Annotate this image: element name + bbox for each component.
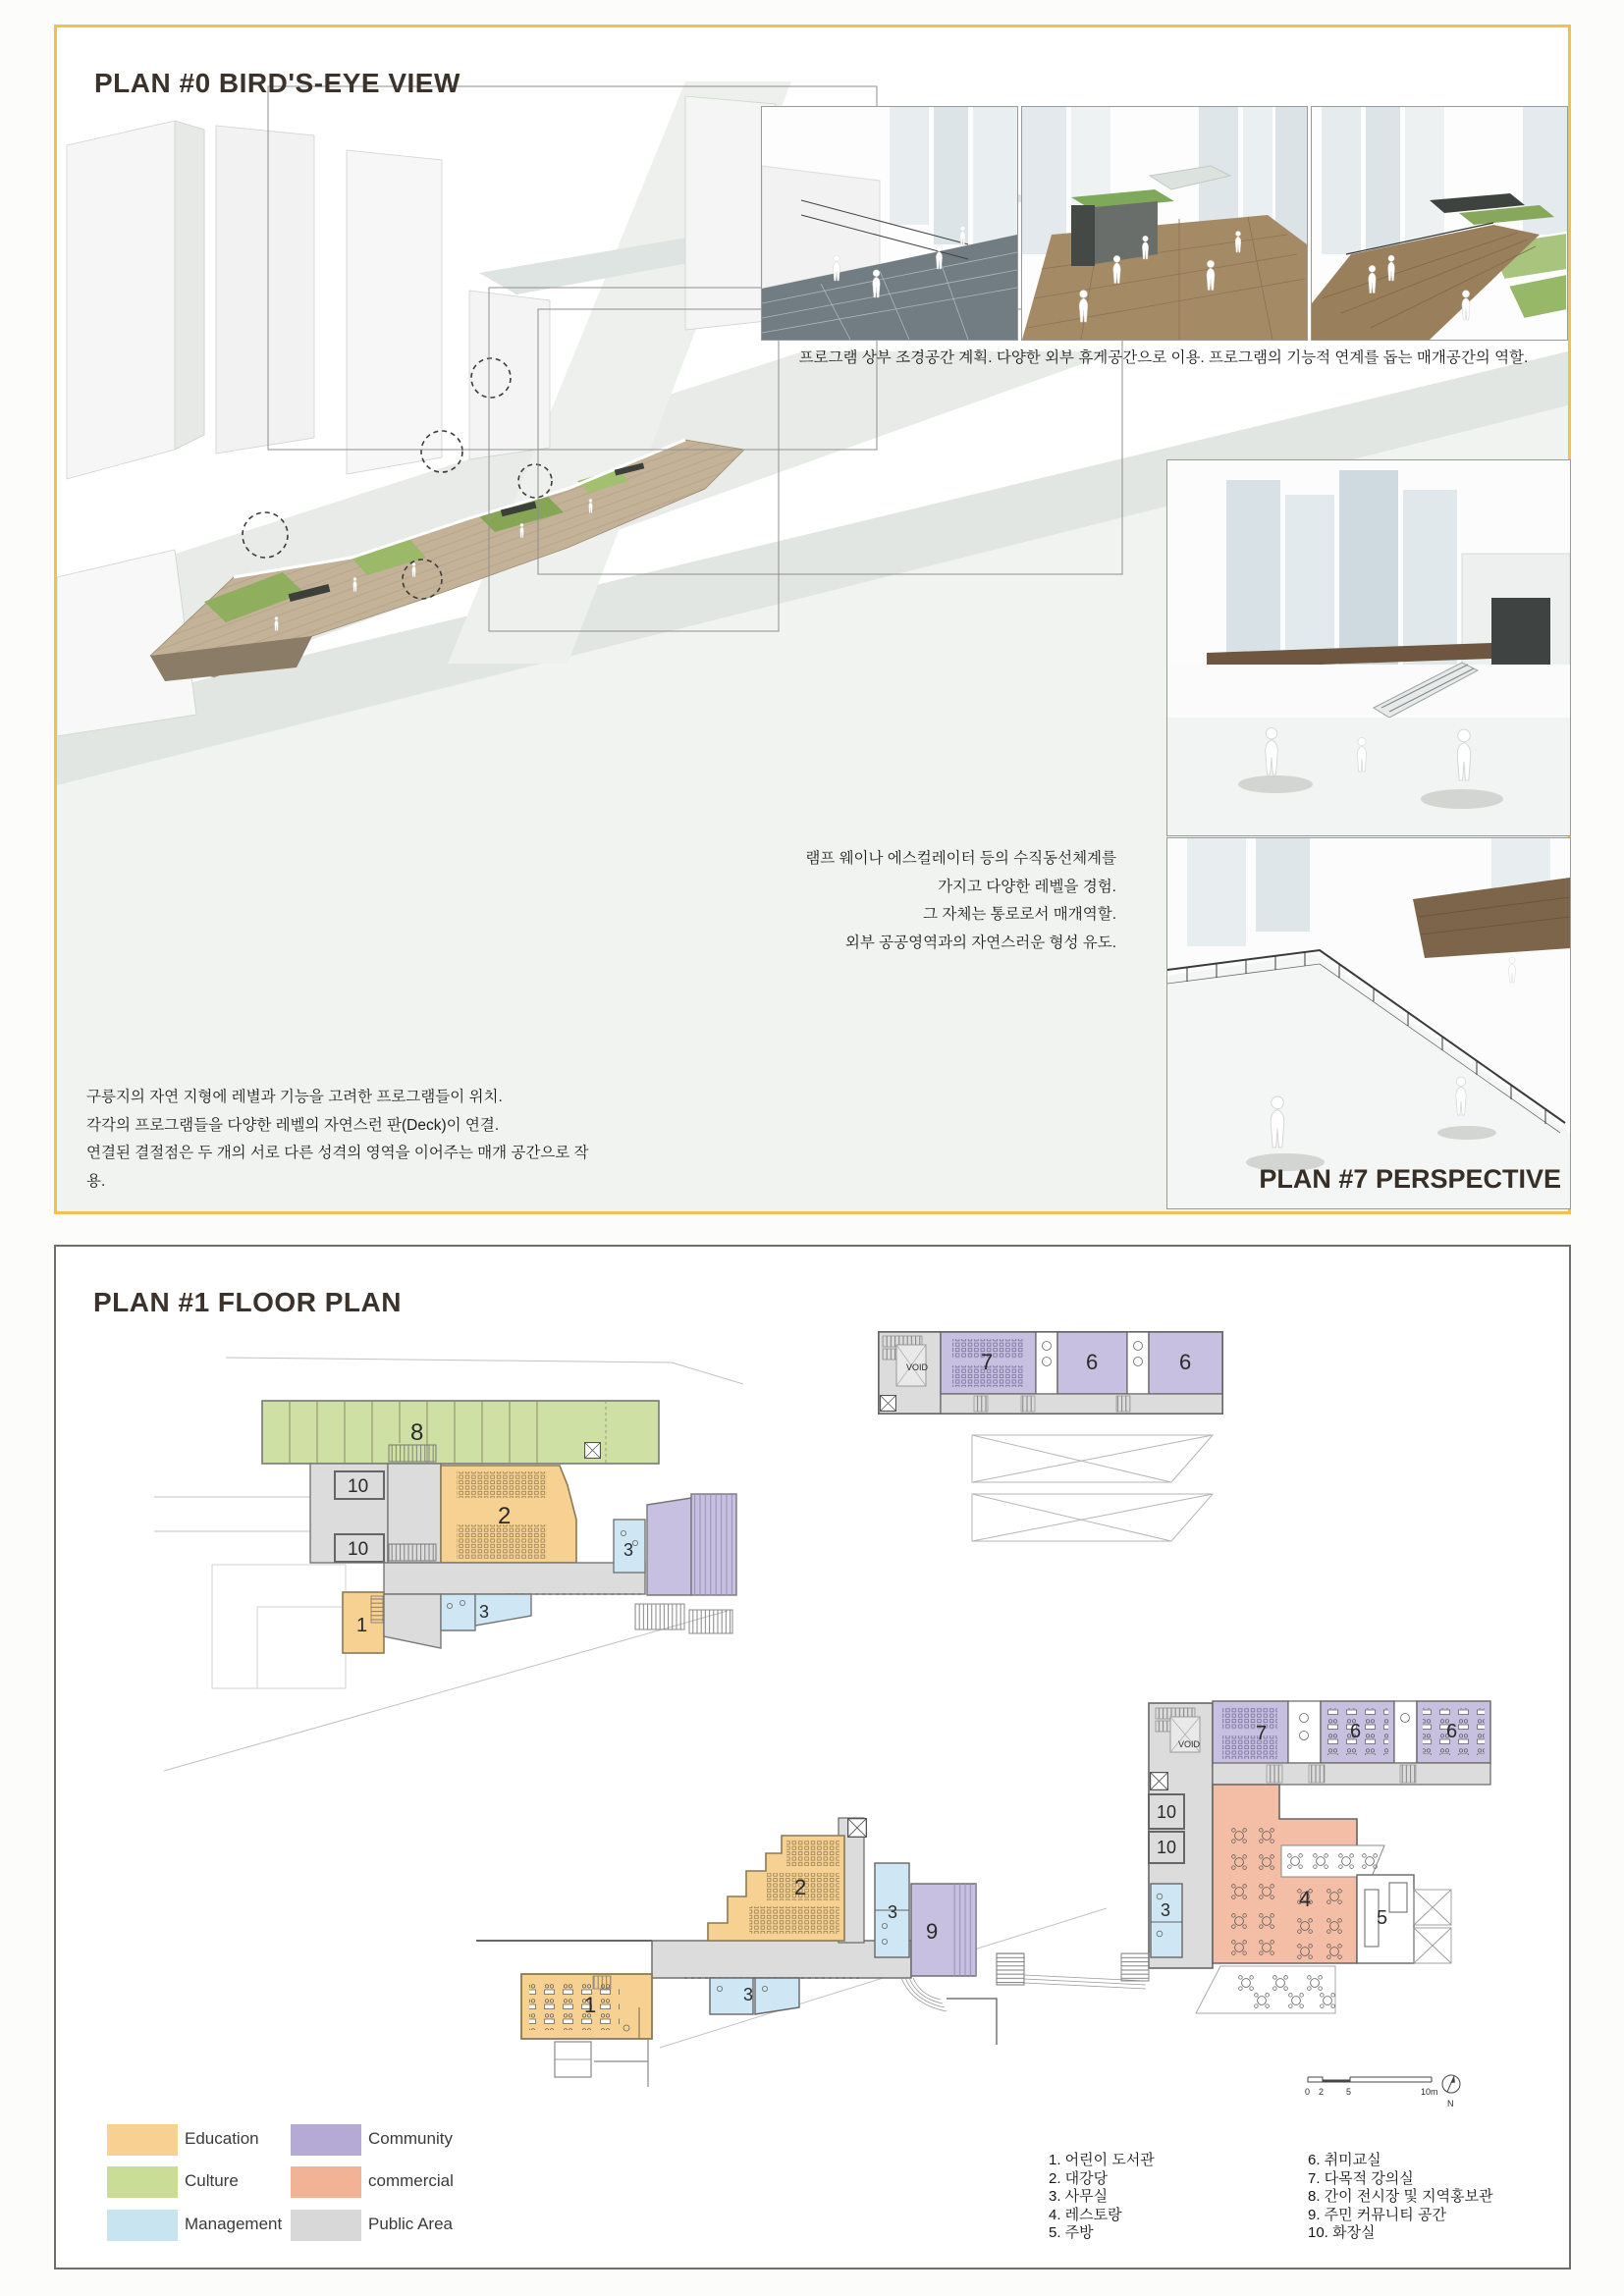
plan-a [262,1401,736,1653]
inset-strip-caption: 프로그램 상부 조경공간 계획. 다양한 외부 휴게공간으로 이용. 프로그램의 기능적 연계를 돕는 매개공간의 역할. [798,349,1529,366]
stair-icon [1121,1953,1149,1981]
room-label-5: 5 [1377,1907,1388,1929]
birdseye-title: PLAN #0 BIRD'S-EYE VIEW [94,67,460,98]
legend-item-commercial: commercial [291,2166,546,2198]
room-office-3b [441,1594,475,1630]
key-item: 1. 어린이 도서관 [1049,2152,1155,2168]
key-item: 8. 간이 전시장 및 지역홍보관 [1308,2188,1493,2206]
key-item: 3. 사무실 [1049,2188,1109,2206]
legend-item-management: Management [107,2210,362,2241]
inset-deck-render-2 [1021,106,1308,341]
room-label-6: 6 [1086,1350,1099,1374]
scale-tick-5: 5 [1346,2087,1352,2097]
stair-icon [1309,1765,1325,1783]
birdseye-panel [54,25,1571,1214]
key-item: 7. 다목적 강의실 [1308,2169,1414,2187]
elevator-icon [585,1443,601,1459]
room-label-10: 10 [1157,1802,1177,1822]
key-item: 9. 주민 커뮤니티 공간 [1308,2206,1446,2223]
room-label-3: 3 [743,1985,754,2004]
public-corridor-b-right [1213,1763,1490,1785]
stair-icon [1267,1765,1282,1783]
room-label-6: 6 [1446,1721,1458,1742]
inset-deck-render-1 [761,106,1018,341]
room-label-void: VOID [906,1362,929,1372]
room-label-3: 3 [479,1602,490,1622]
room-key-list-right [1308,2152,1573,2243]
annotation-vertical-circulation: 램프 웨이나 에스컬레이터 등의 수직동선체계를 가지고 다양한 레벨을 경험. 그 자체는 통로로서 매개역할. 외부 공공영역과의 자연스러운 형성 유도. [805,850,1116,952]
scale-tick-2: 2 [1319,2087,1325,2097]
room-label-8: 8 [410,1419,424,1446]
key-item: 5. 주방 [1049,2224,1094,2242]
room-community-a [647,1498,691,1595]
room-key-list-left [1049,2152,1294,2243]
existing-structure-hatch [1414,1890,1451,1963]
room-label-1: 1 [356,1615,368,1636]
community-swatch [291,2124,361,2156]
room-label-3: 3 [1161,1900,1171,1920]
legend-item-public-area: Public Area [291,2210,546,2241]
stair-icon [997,1953,1024,1985]
room-label-10: 10 [348,1476,369,1497]
inset-deck-render-3 [1311,106,1568,341]
stair-icon [371,1596,383,1623]
public-corridor-b [652,1941,911,1978]
legend-item-community: Community [291,2124,546,2156]
scale-bar [1308,2077,1432,2082]
inset-ramp-art [1167,838,1570,1208]
commercial-swatch [291,2166,361,2198]
room-label-7: 7 [1256,1723,1268,1744]
inset-escalator-render [1166,459,1571,836]
roof-outlines [972,1435,1213,1541]
room-label-10: 10 [1157,1838,1177,1857]
restaurant-terrace-upper [1281,1845,1384,1877]
key-item: 2. 대강당 [1049,2169,1109,2187]
management-swatch [107,2210,178,2241]
stair-icon [389,1544,436,1561]
scale-tick-0: 0 [1305,2087,1311,2097]
room-label-1: 1 [584,1993,597,2017]
room-label-4: 4 [1299,1887,1312,1911]
key-item: 10. 화장실 [1308,2224,1376,2242]
stair-icon [689,1610,732,1633]
room-label-6: 6 [1350,1721,1362,1742]
inset-ramp-render [1166,837,1571,1209]
public-area-swatch [291,2210,361,2241]
inset-escalator-art [1167,460,1570,835]
room-label-9: 9 [926,1919,939,1944]
culture-swatch [107,2166,178,2198]
room-label-2: 2 [794,1875,807,1899]
floorplan-drawing [56,1247,1569,2268]
public-corridor-a [384,1563,645,1594]
room-office-3e [1151,1884,1182,1957]
room-label-2: 2 [498,1503,512,1529]
inset-3-art [1312,107,1567,340]
legend-item-education: Education [107,2124,362,2156]
inset-2-art [1022,107,1307,340]
stair-icon [974,1396,988,1412]
inset-1-art [762,107,1017,340]
room-label-7: 7 [981,1350,994,1374]
floorplan-title: PLAN #1 FLOOR PLAN [93,1286,402,1317]
room-label-6: 6 [1179,1350,1192,1374]
stair-icon [389,1445,436,1462]
room-label-3: 3 [888,1902,898,1922]
perspective-label: PLAN #7 PERSPECTIVE [1259,1164,1561,1194]
room-label-10: 10 [348,1539,369,1560]
stair-icon [635,1604,684,1629]
stair-icon [1116,1396,1130,1412]
annotation-site-programs: 구릉지의 자연 지형에 레별과 기능을 고려한 프로그램들이 위치. 각각의 프로그램들을 다양한 레벨의 자연스런 판(Deck)이 연결. 연결된 결절점은 두 개의 서로 다른 성격의 영역을 이어주는 매개 공간으로 작용. [86,1089,589,1191]
key-item: 4. 레스토랑 [1049,2206,1122,2223]
elevator-icon [881,1396,896,1412]
plan-a-annex [879,1332,1222,1541]
legend-item-culture: Culture [107,2166,362,2198]
stair-icon [593,1976,611,1989]
stair-icon [1400,1765,1416,1783]
education-swatch [107,2124,178,2156]
key-item: 6. 취미교실 [1308,2152,1381,2168]
floorplan-panel [54,1245,1571,2269]
plan-b [476,1701,1490,2087]
north-arrow-icon [1442,2075,1460,2093]
room-label-void: VOID [1178,1739,1201,1749]
room-label-3: 3 [623,1540,634,1560]
elevator-icon [1151,1773,1168,1790]
scale-tick-10m: 10m [1421,2087,1438,2097]
elevator-icon [848,1819,867,1838]
stair-icon [1021,1396,1035,1412]
north-label: N [1447,2099,1454,2109]
